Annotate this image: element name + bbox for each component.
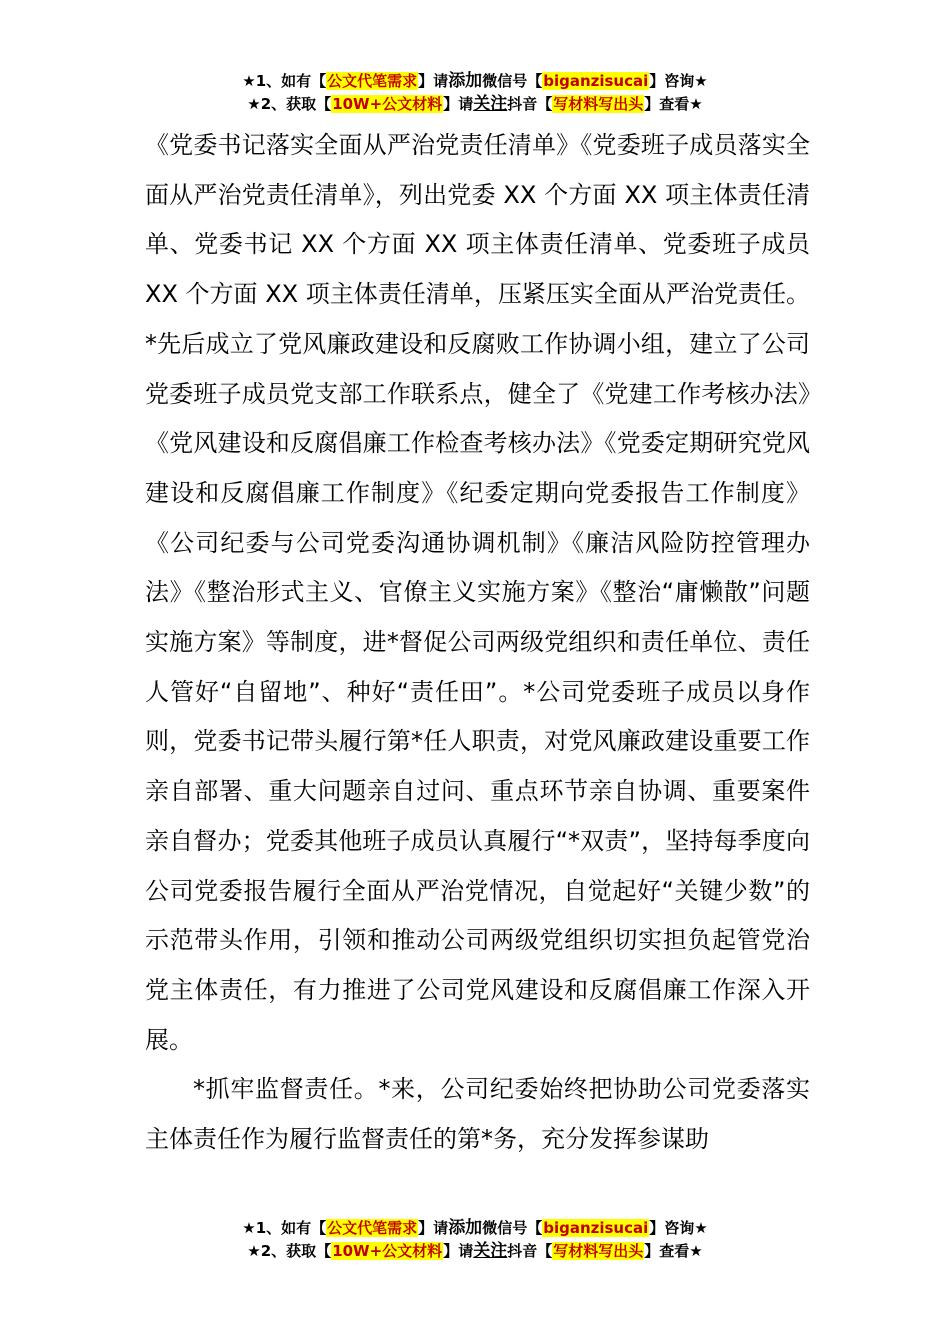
banner-emphasis: 添加 — [448, 71, 483, 91]
banner-highlight: 10W+公文材料 — [332, 1242, 443, 1260]
paragraph-1: 《党委书记落实全面从严治党责任清单》《党委班子成员落实全面从严治党责任清单》，列出党委 XX 个方面 XX 项主体责任清单、党委书记 XX 个方面 XX 项主体责任清单、党委班子成员 XX 个方面 XX 项主体责任清单，压紧压实全面从严治党责任。*先后成立了党风廉政建设和反腐败工作协调小组，建立了公司党委班子成员党支部工作联系点，健全了《党建工作考核办法》《党风建设和反腐倡廉工作检查考核办法》《党委定期研究党风建设和反腐倡廉工作制度》《纪委定期向党委报告工作制度》《公司纪委与公司党委沟通协调机制》《廉洁风险防控管理办法》《整治形式主义、官僚主义实施方案》《整治“庸懒散”问题实施方案》等制度，进*督促公司两级党组织和责任单位、责任人管好“自留地”、种好“责任田”。*公司党委班子成员以身作则，党委书记带头履行第*任人职责，对党风廉政建设重要工作亲自部署、重大问题亲自过问、重点环节亲自协调、重要案件亲自督办；党委其他班子成员认真履行“*双责”，坚持每季度向公司党委报告履行全面从严治党情况，自觉起好“关键少数”的示范带头作用，引领和推动公司两级党组织切实担负起管党治党主体责任，有力推进了公司党风建设和反腐倡廉工作深入开展。 — [145, 131, 810, 1054]
banner-text: 抖音【 — [507, 95, 553, 113]
banner-text: 】咨询★ — [649, 1219, 708, 1237]
banner-highlight: 写材料写出头 — [553, 1242, 644, 1260]
banner-text: 】请 — [443, 1242, 474, 1260]
document-body — [145, 121, 810, 1165]
paragraph-2: *抓牢监督责任。*来，公司纪委始终把协助公司党委落实主体责任作为履行监督责任的第*务，充分发挥参谋助 — [145, 1075, 810, 1154]
banner-line-1 — [0, 70, 950, 93]
banner-highlight: 10W+公文材料 — [332, 95, 443, 113]
banner-text: ★1、如有【 — [242, 1219, 327, 1237]
banner-highlight: biganzisucai — [543, 72, 649, 90]
banner-text: 微信号【 — [482, 72, 543, 90]
banner-highlight: 写材料写出头 — [553, 95, 644, 113]
banner-text: 】请 — [418, 72, 449, 90]
banner-text: 】咨询★ — [649, 72, 708, 90]
banner-emphasis: 关注 — [473, 94, 508, 114]
banner-line-2 — [0, 93, 950, 116]
banner-text: ★2、获取【 — [247, 95, 332, 113]
banner-text: 抖音【 — [507, 1242, 553, 1260]
banner-highlight: 公文代笔需求 — [327, 1219, 418, 1237]
banner-text: 】查看★ — [644, 1242, 703, 1260]
banner-text: 】请 — [443, 95, 474, 113]
banner-line-1 — [0, 1217, 950, 1240]
banner-text: 微信号【 — [482, 1219, 543, 1237]
header-banner — [0, 70, 950, 116]
banner-highlight: biganzisucai — [543, 1219, 649, 1237]
footer-banner — [0, 1217, 950, 1263]
banner-emphasis: 添加 — [448, 1218, 483, 1238]
banner-text: ★2、获取【 — [247, 1242, 332, 1260]
banner-text: ★1、如有【 — [242, 72, 327, 90]
banner-emphasis: 关注 — [473, 1241, 508, 1261]
banner-text: 】查看★ — [644, 95, 703, 113]
banner-line-2 — [0, 1240, 950, 1263]
banner-text: 】请 — [418, 1219, 449, 1237]
banner-highlight: 公文代笔需求 — [327, 72, 418, 90]
